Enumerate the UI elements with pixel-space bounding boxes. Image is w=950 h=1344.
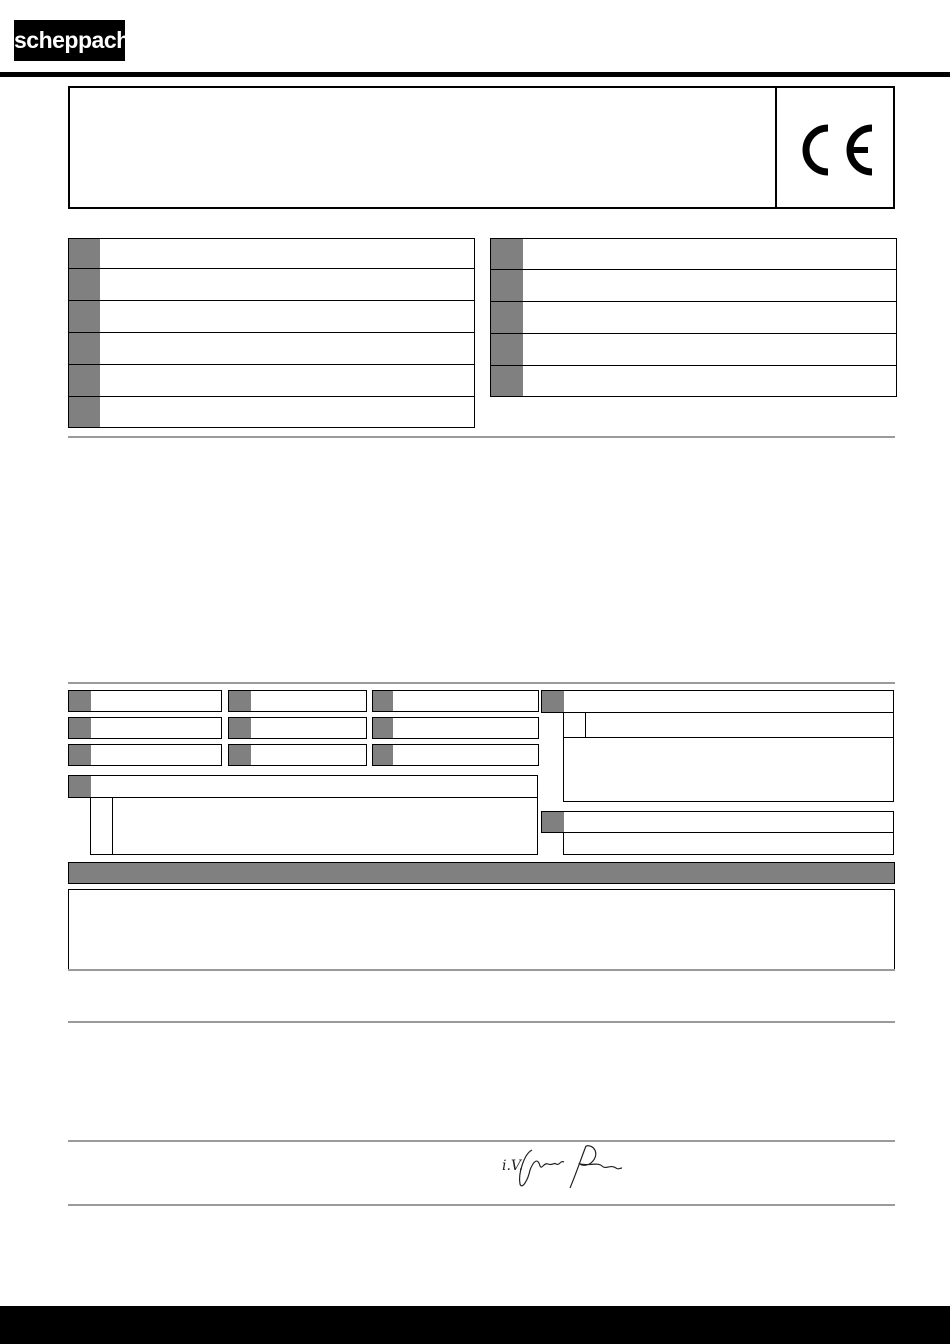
language-code-cell <box>69 269 100 300</box>
directive-cell <box>68 690 222 712</box>
directive-cell <box>228 690 367 712</box>
language-row <box>68 364 475 397</box>
language-row <box>68 396 475 428</box>
language-code-cell <box>69 333 100 364</box>
language-code-cell <box>491 239 523 269</box>
footer-bar <box>0 1306 950 1344</box>
directive-cell <box>68 744 222 766</box>
directive-heading-row <box>68 775 538 798</box>
directive-cell <box>228 717 367 739</box>
section-divider <box>68 1204 895 1206</box>
language-row <box>490 238 897 270</box>
directive-cell <box>68 717 222 739</box>
directive-cell <box>372 690 539 712</box>
language-row <box>490 301 897 334</box>
section-divider <box>68 1140 895 1142</box>
header-divider <box>775 86 777 209</box>
section-divider <box>68 969 895 971</box>
directive-cell <box>228 744 367 766</box>
standards-header-bar <box>68 862 895 884</box>
signature-image <box>498 1140 628 1194</box>
language-code-cell <box>69 397 100 427</box>
section-divider <box>68 682 895 684</box>
scheppach-logo: scheppach <box>14 20 125 61</box>
directive-cell <box>372 717 539 739</box>
language-row <box>68 238 475 269</box>
declaration-header-box <box>68 86 895 209</box>
language-code-cell <box>491 366 523 396</box>
directive-detail-row <box>563 832 894 855</box>
language-row <box>490 365 897 397</box>
language-code-cell <box>69 301 100 332</box>
header-rule <box>0 72 950 77</box>
language-row <box>68 268 475 301</box>
section-divider <box>68 436 895 438</box>
directive-detail-row <box>563 712 894 738</box>
language-code-cell <box>69 239 100 268</box>
directive-detail-box <box>90 797 538 855</box>
directive-cell <box>372 744 539 766</box>
svg-text:i.V.: i.V. <box>502 1158 524 1174</box>
directive-detail-divider <box>112 797 113 855</box>
language-row <box>68 300 475 333</box>
section-divider <box>68 1021 895 1023</box>
language-row <box>490 333 897 366</box>
language-row <box>68 332 475 365</box>
language-code-cell <box>491 334 523 365</box>
ce-mark-icon <box>790 116 880 182</box>
language-row <box>490 269 897 302</box>
language-code-cell <box>491 270 523 301</box>
directive-heading-row <box>541 811 894 833</box>
language-code-cell <box>69 365 100 396</box>
standards-box <box>68 889 895 970</box>
language-code-cell <box>491 302 523 333</box>
ce-mark <box>790 116 880 182</box>
signature <box>498 1140 628 1194</box>
directive-heading-row <box>541 690 894 713</box>
directive-detail-box <box>563 737 894 802</box>
